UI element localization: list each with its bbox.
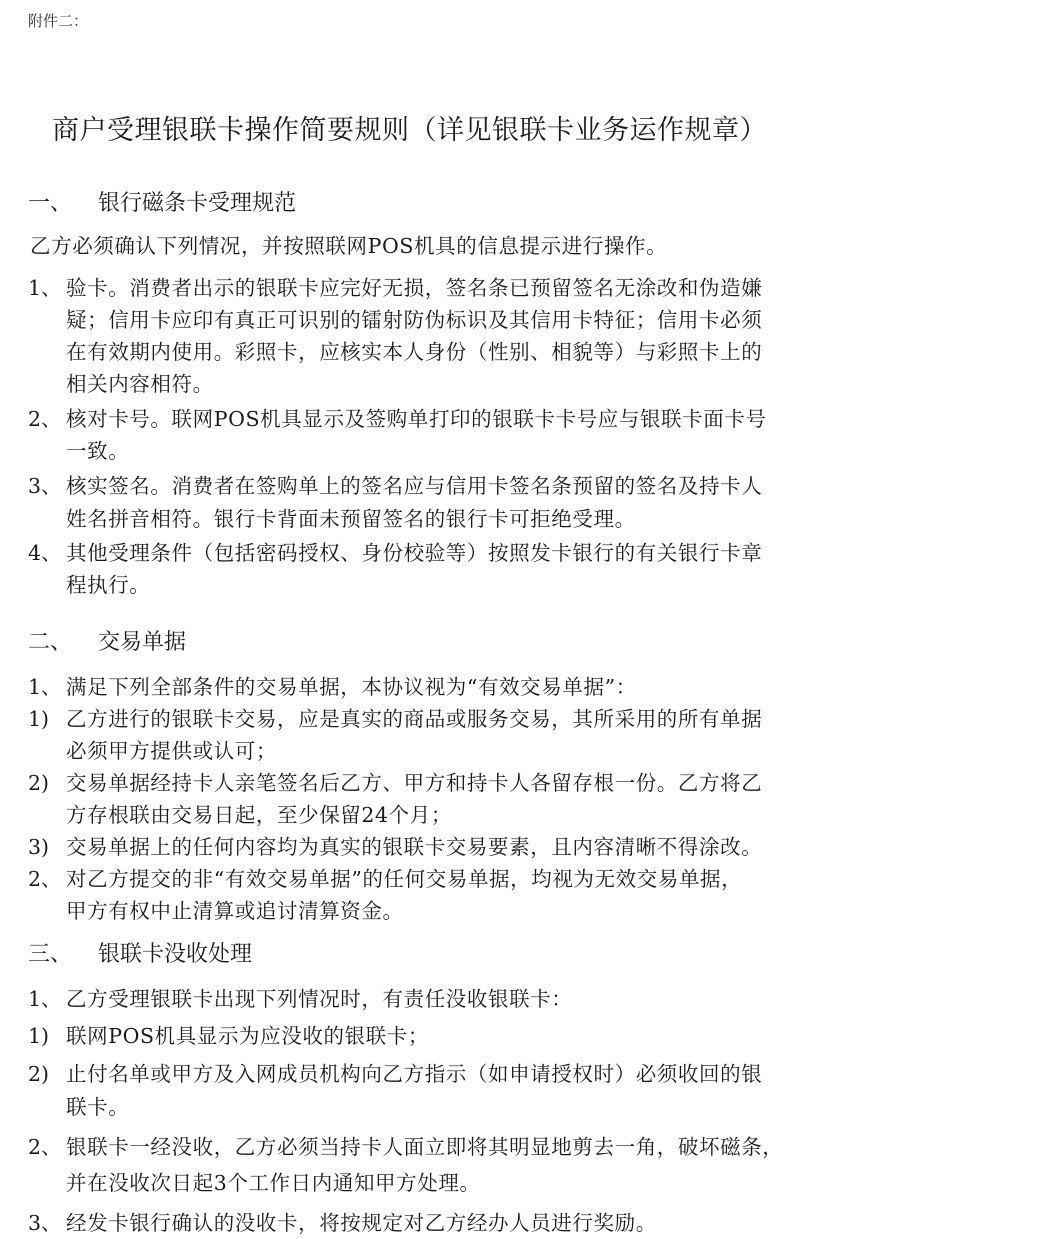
item-number: 1) <box>28 1024 50 1048</box>
item-number: 3) <box>28 835 50 859</box>
item-number: 3、 <box>28 474 62 498</box>
section-number: 三、 <box>28 942 73 967</box>
section-title: 银联卡没收处理 <box>98 942 253 967</box>
item-line: 经发卡银行确认的没收卡，将按规定对乙方经办人员进行奖励。 <box>66 1211 657 1235</box>
item-line: 在有效期内使用。彩照卡，应核实本人身份（性别、相貌等）与彩照卡上的 <box>66 340 763 364</box>
item-line: 疑；信用卡应印有真正可识别的镭射防伪标识及其信用卡特征；信用卡必须 <box>66 308 763 332</box>
item-number: 1、 <box>28 675 62 699</box>
section-number: 一、 <box>28 191 73 216</box>
item-line: 满足下列全部条件的交易单据，本协议视为“有效交易单据”： <box>66 675 637 699</box>
item-line: 并在没收次日起3个工作日内通知甲方处理。 <box>66 1171 481 1195</box>
item-line: 交易单据上的任何内容均为真实的银联卡交易要素，且内容清晰不得涂改。 <box>66 835 763 859</box>
item-number: 1、 <box>28 276 62 300</box>
item-line: 对乙方提交的非“有效交易单据”的任何交易单据，均视为无效交易单据， <box>66 867 743 891</box>
document-title: 商户受理银联卡操作简要规则（详见银联卡业务运作规章） <box>52 115 767 146</box>
item-line: 乙方受理银联卡出现下列情况时，有责任没收银联卡： <box>66 987 573 1011</box>
section-heading-3 <box>28 937 252 968</box>
section-title: 银行磁条卡受理规范 <box>98 191 297 216</box>
item-line: 程执行。 <box>66 573 151 597</box>
item-line: 验卡。消费者出示的银联卡应完好无损，签名条已预留签名无涂改和伪造嫌 <box>66 276 763 300</box>
item-line: 止付名单或甲方及入网成员机构向乙方指示（如申请授权时）必须收回的银 <box>66 1062 763 1086</box>
section-heading-1 <box>28 186 296 217</box>
item-line: 联卡。 <box>66 1095 130 1119</box>
item-number: 4、 <box>28 541 62 565</box>
section-title: 交易单据 <box>98 630 187 655</box>
item-line: 方存根联由交易日起，至少保留24个月； <box>66 803 452 827</box>
item-number: 2) <box>28 1062 50 1086</box>
item-line: 相关内容相符。 <box>66 372 214 396</box>
item-line: 其他受理条件（包括密码授权、身份校验等）按照发卡银行的有关银行卡章 <box>66 541 763 565</box>
item-line: 一致。 <box>66 439 130 463</box>
section-heading-2 <box>28 625 186 656</box>
section-number: 二、 <box>28 630 73 655</box>
item-line: 必须甲方提供或认可； <box>66 739 277 763</box>
item-number: 2、 <box>28 867 62 891</box>
item-line: 联网POS机具显示为应没收的银联卡； <box>66 1024 429 1048</box>
attachment-label: 附件二： <box>28 12 89 30</box>
item-number: 2、 <box>28 1135 62 1159</box>
item-number: 1) <box>28 707 50 731</box>
item-number: 2、 <box>28 407 62 431</box>
item-line: 姓名拼音相符。银行卡背面未预留签名的银行卡可拒绝受理。 <box>66 507 636 531</box>
item-number: 1、 <box>28 987 62 1011</box>
item-line: 甲方有权中止清算或追讨清算资金。 <box>66 899 404 923</box>
item-number: 3、 <box>28 1211 62 1235</box>
item-line: 交易单据经持卡人亲笔签名后乙方、甲方和持卡人各留存根一份。乙方将乙 <box>66 771 763 795</box>
item-line: 乙方进行的银联卡交易，应是真实的商品或服务交易，其所采用的所有单据 <box>66 707 763 731</box>
section-intro: 乙方必须确认下列情况，并按照联网POS机具的信息提示进行操作。 <box>30 234 668 258</box>
item-line: 银联卡一经没收，乙方必须当持卡人面立即将其明显地剪去一角，破坏磁条， <box>66 1135 784 1159</box>
item-line: 核对卡号。联网POS机具显示及签购单打印的银联卡卡号应与银联卡面卡号 <box>66 407 767 431</box>
item-line: 核实签名。消费者在签购单上的签名应与信用卡签名条预留的签名及持卡人 <box>66 474 763 498</box>
item-number: 2) <box>28 771 50 795</box>
